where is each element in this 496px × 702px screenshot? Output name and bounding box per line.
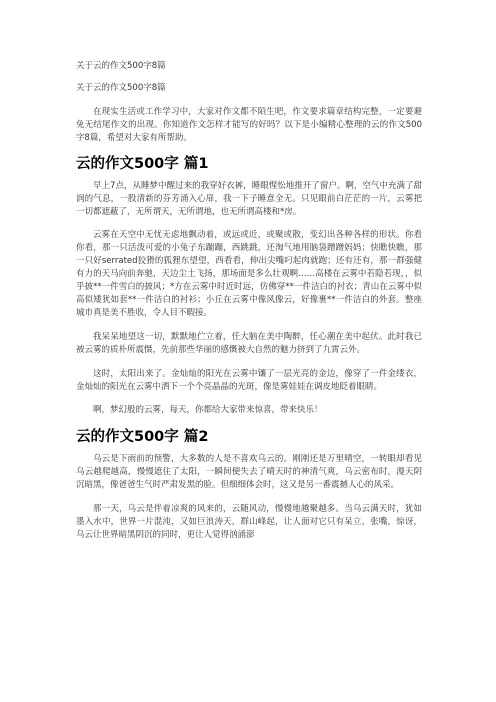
- paragraph: 云雾在天空中无忧无虑地飘动着，或远或近，或聚或散，变幻出各种各样的形状。你看你看，那一只活泼可爱的小兔子东蹦蹦，西跳跳，还淘气地用脑袋蹭蹭妈妈；快瞧快瞧，那一只好serrated狡猾的狐狸东望望，西看看，伸出尖嘴叼起肉就跑；还有还有，那一群强健有力的天马向前奔驰，天边尘土飞扬，那场面是多么壮观啊……高楼在云雾中若隐若现，，似乎披**一件雪白的披风；*方在云雾中时近时远，仿佛穿**一件洁白的衬衣；青山在云雾中似高似矮犹如套**一件洁白的衬衫；小丘在云雾中像风像云，好像裹**一件洁白的外套。整座城市真是美不胜收，令人目不暇接。: [76, 230, 422, 318]
- paragraph: 我呆呆地望这一切，默默地伫立着，任大脑在美中陶醉，任心潮在美中起伏。此时我已被云雾的质朴所震慑，先前那些华丽的感慨被大自然的魅力挤到了九霄云外。: [76, 331, 422, 355]
- paragraph: 这时，太阳出来了。金灿灿的阳光在云雾中镶了一层光亮的金边，像穿了一件金缕衣，金灿灿的阳光在云雾中洒下一个个亮晶晶的光斑，像是雾娃娃在调皮地眨着眼睛。: [76, 368, 422, 392]
- intro-paragraph: 在现实生活或工作学习中，大家对作文都不陌生吧，作文要求篇章结构完整，一定要避免无结尾作文的出现。你知道作文怎样才能写的好吗？以下是小编精心整理的云的作文500字8篇，希望对大家有所帮助。: [76, 107, 422, 143]
- paragraph: 乌云是下雨前的预警，大多数的人是不喜欢乌云的。刚刚还是万里晴空，一转眼却看见乌云越爬越高，慢慢遮住了太阳，一瞬间便失去了晴天时的神清气爽，乌云密布时，漫天阴沉暗黑，像爸爸生气时严肃发黑的脸。但细细体会时，这又是另一番震撼人心的风采。: [76, 454, 422, 491]
- section-heading: 云的作文500字 篇1: [76, 155, 209, 172]
- essay-section-2: [76, 428, 422, 541]
- paragraph: 啊，梦幻般的云雾，每天，你都给大家带来惊喜，带来快乐！: [93, 405, 323, 416]
- document-title: 关于云的作文500字8篇: [76, 61, 166, 71]
- section-heading: 云的作文500字 篇2: [76, 429, 209, 446]
- essay-section-1: [76, 155, 422, 418]
- paragraph: 早上7点，从睡梦中醒过来的我穿好衣裤，睡眼惺忪地推开了窗户。啊，空气中充满了甜润的气息，一股清新的芬芳涌入心扉，我一下子睡意全无。只见眼前白茫茫的一片，云雾把一切都遮蔽了，无所谓天，无所谓地，也无所谓高楼和*房。: [76, 180, 422, 217]
- document-subtitle: 关于云的作文500字8篇: [76, 83, 166, 93]
- document-body: [76, 106, 422, 553]
- paragraph: 那一天，乌云是伴着凉爽的风来的，云随风动，慢慢地越聚越多。当乌云满天时，犹如墨入水中，世界一片混沌，又如巨浪涛天，群山峰起，让人面对它只有呆立，张嘴，惊讶，乌云让世界暗黑阴沉的同时，更让人觉得汹涌澎: [76, 504, 422, 540]
